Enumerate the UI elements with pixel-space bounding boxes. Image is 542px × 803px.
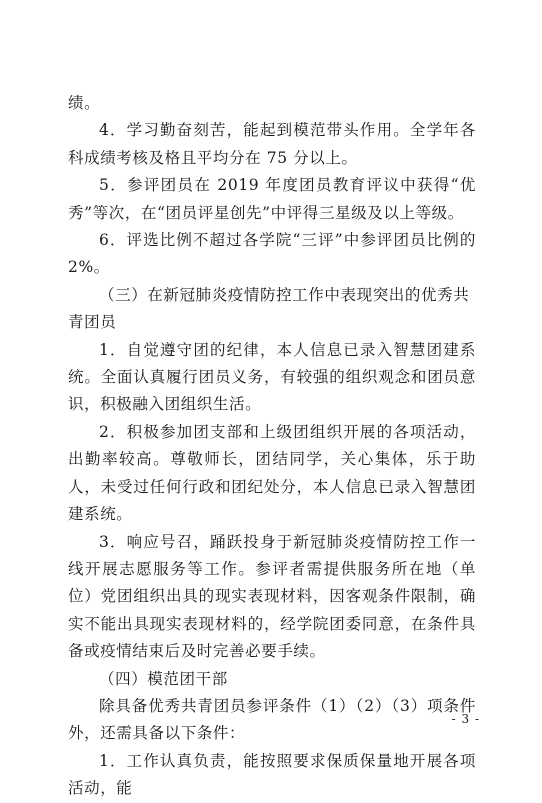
page-number: - 3 - — [451, 712, 480, 726]
paragraph-section4-intro: 除具备优秀共青团员参评条件（1）（2）（3）项条件外，还需具备以下条件： — [68, 696, 476, 743]
document-body — [68, 90, 476, 803]
paragraph-section3-item-1: 1．自觉遵守团的纪律，本人信息已录入智慧团建系统。全面认真履行团员义务，有较强的组织观念和团员意识，积极融入团组织生活。 — [68, 340, 476, 414]
paragraph-section4-item-1: 1．工作认真负责，能按照要求保质保量地开展各项活动，能 — [68, 751, 476, 798]
paragraph-item-4: 4．学习勤奋刻苦，能起到模范带头作用。全学年各科成绩考核及格且平均分在 75 分以上。 — [68, 121, 476, 167]
paragraph-section3-item-3: 3．响应号召，踊跃投身于新冠肺炎疫情防控工作一线开展志愿服务等工作。参评者需提供服务所在地（单位）党团组织出具的现实表现材料，因客观条件限制，确实不能出具现实表现材料的，经学院团委同意，在条件具备或疫情结束后及时完善必要手续。 — [68, 532, 476, 661]
paragraph-item-5: 5．参评团员在 2019 年度团员教育评议中获得“优秀”等次，在“团员评星创先”中评得三星级及以上等级。 — [68, 176, 476, 222]
paragraph-section3-item-2: 2．积极参加团支部和上级团组织开展的各项活动，出勤率较高。尊敬师长，团结同学，关心集体，乐于助人，未受过任何行政和团纪处分，本人信息已录入智慧团建系统。 — [68, 422, 476, 524]
paragraph-continuation: 绩。 — [68, 94, 101, 112]
section-heading-4: （四）模范团干部 — [99, 669, 228, 688]
paragraph-item-6: 6．评选比例不超过各学院“三评”中参评团员比例的 2%。 — [68, 231, 476, 277]
section-heading-3: （三）在新冠肺炎疫情防控工作中表现突出的优秀共青团员 — [68, 285, 470, 332]
